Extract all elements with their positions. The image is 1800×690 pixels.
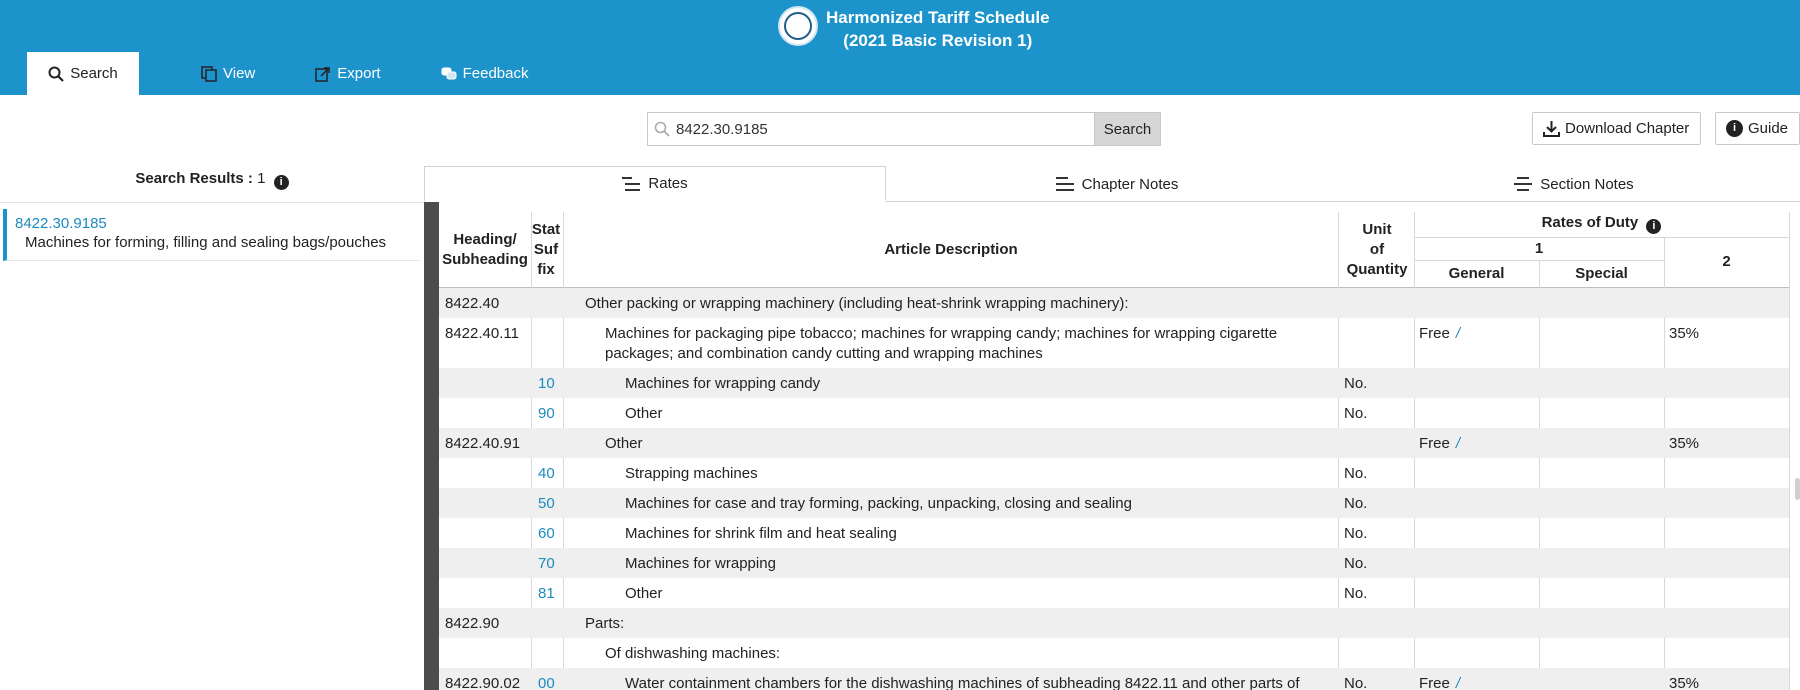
unit-cell: No. (1344, 405, 1368, 422)
main-nav (27, 52, 568, 95)
footnote-link[interactable]: / (1455, 435, 1461, 452)
col-header-stat-suffix (531, 220, 561, 280)
col-header-heading-line2: Subheading (442, 251, 528, 268)
description-cell: Machines for packaging pipe tobacco; machines for wrapping candy; machines for wrapping cigarette packages; and combination candy cutting and wrapping machines (605, 325, 1278, 362)
col-header-col2: 2 (1722, 253, 1731, 270)
description-cell: Machines for wrapping (625, 555, 776, 572)
divider (1789, 212, 1790, 690)
table-row[interactable] (439, 518, 1789, 548)
tab-export[interactable] (295, 52, 400, 95)
description-cell: Strapping machines (625, 465, 758, 482)
stat-suffix-link[interactable]: 81 (538, 585, 555, 602)
info-icon[interactable]: i (274, 175, 289, 190)
copy-icon (201, 66, 217, 82)
brand[interactable] (778, 6, 1050, 52)
general-rate-value: Free (1419, 435, 1450, 452)
heading-cell: 8422.90 (445, 615, 500, 632)
col-header-unit-line3: Quantity (1346, 261, 1408, 278)
col-header-unit-line2: of (1369, 241, 1385, 258)
unit-cell: No. (1344, 525, 1368, 542)
tab-view[interactable] (181, 52, 275, 95)
general-rate-value: Free (1419, 675, 1450, 690)
site-title-line2: (2021 Basic Revision 1) (843, 31, 1033, 50)
tab-rates[interactable] (424, 166, 886, 202)
site-title-line1: Harmonized Tariff Schedule (826, 8, 1050, 27)
col2-rate-cell: 35% (1669, 325, 1700, 342)
result-description: Machines for forming, filling and sealing bags/pouches (25, 234, 387, 251)
tab-rates-label: Rates (648, 175, 688, 192)
divider (1414, 237, 1789, 238)
chat-icon (441, 67, 457, 81)
stat-suffix-link[interactable]: 00 (538, 675, 555, 690)
search-field[interactable] (647, 112, 1095, 146)
search-icon (654, 121, 670, 137)
align-left-icon (1056, 177, 1074, 191)
description-cell: Other (625, 585, 663, 602)
tab-feedback-label: Feedback (462, 65, 529, 82)
description-cell: Other (625, 405, 663, 422)
general-rate-value: Free (1419, 325, 1450, 342)
table-row[interactable] (439, 458, 1789, 488)
unit-cell: No. (1344, 495, 1368, 512)
col-header-stat-line2: Suf (533, 241, 559, 258)
result-code-link[interactable]: 8422.30.9185 (15, 215, 107, 232)
stat-suffix-link[interactable]: 70 (538, 555, 555, 572)
description-cell: Water containment chambers for the dishwashing machines of subheading 8422.11 and other parts of (625, 675, 1300, 690)
align-center-icon (1514, 177, 1532, 191)
stat-suffix-link[interactable]: 10 (538, 375, 555, 392)
col-header-description: Article Description (884, 241, 1018, 258)
description-cell: Of dishwashing machines: (605, 645, 781, 662)
footnote-link[interactable]: / (1455, 675, 1461, 690)
table-row[interactable] (439, 398, 1789, 428)
table-row[interactable] (439, 368, 1789, 398)
col2-rate-cell: 35% (1669, 675, 1700, 690)
table-row[interactable] (439, 288, 1789, 318)
tab-chapter-notes[interactable] (886, 166, 1348, 202)
col2-rate-cell: 35% (1669, 435, 1700, 452)
unit-cell: No. (1344, 675, 1368, 690)
top-bar (0, 0, 1800, 95)
stat-suffix-link[interactable]: 90 (538, 405, 555, 422)
search-input[interactable] (676, 121, 1066, 138)
col-header-heading-line1: Heading/ (453, 231, 517, 248)
general-rate-cell (1419, 434, 1460, 454)
divider (0, 202, 424, 203)
unit-cell: No. (1344, 465, 1368, 482)
info-icon: i (1726, 120, 1743, 137)
align-left-icon (622, 177, 640, 191)
heading-cell: 8422.40 (445, 295, 500, 312)
tab-section-notes-label: Section Notes (1540, 175, 1634, 193)
table-row[interactable] (439, 488, 1789, 518)
heading-cell: 8422.40.91 (445, 435, 521, 452)
tariff-table-viewport[interactable] (424, 202, 1800, 690)
search-results-title (0, 170, 424, 190)
general-rate-cell (1419, 674, 1460, 690)
heading-cell: 8422.40.11 (445, 325, 519, 342)
search-results-count: 1 (257, 170, 266, 187)
search-result-item[interactable] (3, 209, 419, 261)
table-row[interactable] (439, 428, 1789, 458)
stat-suffix-link[interactable]: 60 (538, 525, 555, 542)
description-cell: Machines for wrapping candy (625, 375, 821, 392)
download-chapter-button[interactable] (1532, 112, 1701, 145)
content-tabs (424, 166, 1800, 202)
tab-search[interactable] (27, 52, 139, 95)
col-header-stat-line1: Stat (531, 221, 561, 238)
footnote-link[interactable]: / (1455, 325, 1461, 342)
export-icon (315, 66, 331, 82)
description-cell: Other packing or wrapping machinery (including heat-shrink wrapping machinery): (585, 295, 1129, 312)
col-header-col1: 1 (1534, 240, 1544, 257)
stat-suffix-link[interactable]: 50 (538, 495, 555, 512)
tariff-table (439, 202, 1800, 690)
search-icon (48, 66, 64, 82)
general-rate-cell (1419, 324, 1460, 344)
col-header-heading (439, 230, 531, 270)
col-header-unit-line1: Unit (1362, 221, 1392, 238)
table-row[interactable] (439, 608, 1789, 638)
col-header-rates-of-duty (1414, 213, 1789, 234)
col-header-general: General (1448, 265, 1505, 282)
stat-suffix-link[interactable]: 40 (538, 465, 555, 482)
download-chapter-label: Download Chapter (1565, 120, 1690, 137)
heading-cell: 8422.90.02 (445, 675, 521, 690)
guide-button[interactable] (1715, 112, 1800, 145)
col-header-stat-line3: fix (537, 261, 555, 278)
site-title (826, 6, 1050, 52)
tab-view-label: View (223, 65, 256, 82)
col-header-unit (1339, 220, 1415, 280)
col-header-rates-label: Rates of Duty (1541, 214, 1639, 231)
table-row[interactable] (439, 318, 1789, 368)
usitc-seal-icon (778, 6, 818, 46)
unit-cell: No. (1344, 375, 1368, 392)
description-cell: Machines for case and tray forming, packing, unpacking, closing and sealing (625, 495, 1132, 512)
tab-export-label: Export (337, 65, 381, 82)
tab-chapter-notes-label: Chapter Notes (1081, 175, 1179, 193)
table-row[interactable] (439, 668, 1789, 690)
description-cell: Parts: (585, 615, 625, 632)
tab-search-label: Search (70, 65, 118, 82)
tab-feedback[interactable] (421, 52, 549, 95)
col-header-special: Special (1575, 265, 1628, 282)
description-cell: Other (605, 435, 643, 452)
description-cell: Machines for shrink film and heat sealing (625, 525, 897, 542)
unit-cell: No. (1344, 555, 1368, 572)
search-button[interactable]: Search (1095, 112, 1161, 146)
guide-label: Guide (1748, 120, 1789, 137)
download-icon (1543, 120, 1560, 137)
table-row[interactable] (439, 548, 1789, 578)
info-icon[interactable]: i (1646, 219, 1661, 234)
search-results-label: Search Results : (135, 170, 253, 187)
scrollbar-thumb[interactable] (1795, 478, 1800, 500)
table-row[interactable] (439, 638, 1789, 668)
table-row[interactable] (439, 578, 1789, 608)
tab-section-notes[interactable] (1348, 166, 1800, 202)
unit-cell: No. (1344, 585, 1368, 602)
